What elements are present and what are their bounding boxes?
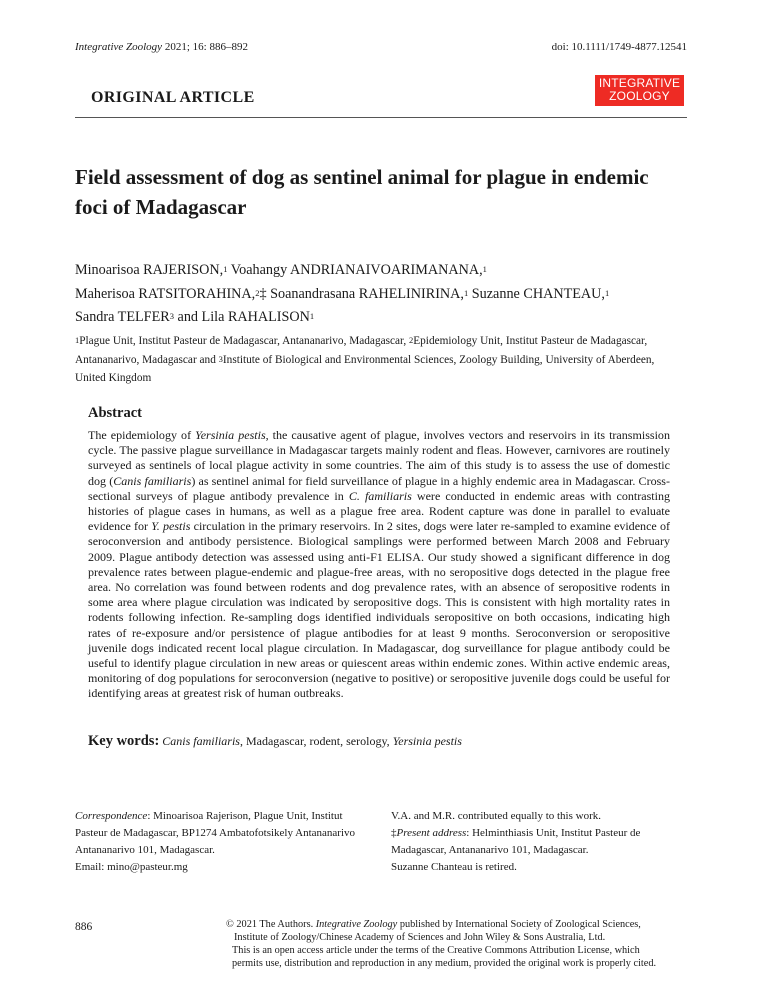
present-address-label: Present address [396,827,467,839]
abstract-text: , the causative agent of plague, involves vectors and reservoirs in its transmission cycle. The passive plague surveillance in Madagascar targets mainly rodent and fleas. However, carnivores are routinely surveyed as sentinels of local plague activity in some countries. The aim of this study is to assess the use of domestic dog ( [88,428,670,488]
affiliation-marker: 3 [218,353,223,364]
correspondence-line: Pasteur de Madagascar, BP1274 Ambatofotsikely Antananarivo [75,827,356,839]
copyright-text: Institute of Zoology/Chinese Academy of Sciences and John Wiley & Sons Australia, Ltd. [234,931,606,943]
author: Minoarisoa RAJERISON, [75,262,224,278]
affiliation-marker: 1 [463,287,469,298]
author: Sandra TELFER [75,309,170,325]
affiliation-marker: 2 [409,335,414,345]
species-name: Yersinia pestis [195,428,266,442]
species-name: Canis familiaris [113,473,192,488]
running-header-citation [75,41,248,53]
note-line: Madagascar, Antananarivo 101, Madagascar. [391,844,589,856]
journal-name: Integrative Zoology [75,41,163,53]
affiliation-marker: 1 [309,311,315,321]
logo-line-2: ZOOLOGY [609,89,670,103]
keywords [88,733,670,750]
abstract-heading: Abstract [88,405,142,421]
header-divider [75,117,687,118]
note-line: : Helminthiasis Unit, Institut Pasteur de [466,827,641,839]
author: Voahangy ANDRIANAIVOARIMANANA, [227,262,483,278]
note-line: V.A. and M.R. contributed equally to this work. [391,810,601,822]
abstract-body [88,428,670,702]
affiliation-3: Institute of Biological and Environmental Sciences, Zoology Building, University of Aberdeen, United Kingdom [75,353,655,384]
correspondence [75,808,375,876]
article-title: Field assessment of dog as sentinel animal for plague in endemic foci of Madagascar [75,165,649,219]
keywords-label: Key words: [88,733,160,749]
affiliation-marker: 1 [75,335,80,345]
license-text: This is an open access article under the terms of the Creative Commons Attribution License, which [232,945,640,956]
copyright-text: published by International Society of Zoological Sciences, [397,919,641,930]
author: and Lila RAHALISON [173,309,310,325]
affiliation-marker: 1 [223,264,228,274]
journal-logo [595,75,684,106]
species-name: C. familiaris [348,488,412,503]
affiliation-marker: 2 [255,287,260,298]
keyword: Yersinia pestis [392,734,462,748]
affiliations [75,332,687,388]
correspondence-line: : Minoarisoa Rajerison, Plague Unit, Institut [147,810,343,822]
affiliation-marker: 3 [169,311,174,321]
copyright-notice [226,919,686,944]
footnote-marker: ‡ [391,827,397,839]
affiliation-1: Plague Unit, Institut Pasteur de Madagascar, Antananarivo, Madagascar, [79,335,409,347]
author: Suzanne CHANTEAU, [468,285,605,302]
affiliation-2: Epidemiology Unit, Institut Pasteur de Madagascar, Antananarivo, Madagascar and [75,335,648,366]
citation-volume: 2021; 16: 886–892 [162,41,248,53]
article-type: ORIGINAL ARTICLE [91,89,255,106]
correspondence-label: Correspondence [75,810,148,822]
note-line: Suzanne Chanteau is retired. [391,861,517,873]
copyright-text: © 2021 The Authors. [226,919,316,930]
footnote-marker: ‡ [259,285,267,302]
journal-name: Integrative Zoology [315,919,398,930]
logo-line-1: INTEGRATIVE [598,76,681,90]
keyword: , Madagascar, rodent, serology, [239,734,393,748]
author: Soanandrasana RAHELINIRINA, [266,285,464,302]
affiliation-marker: 1 [482,264,487,274]
species-name: Y. pestis [151,519,191,534]
affiliation-marker: 1 [604,287,610,298]
author-list [75,259,690,330]
abstract-text: ) as sentinel animal for field surveillance of plague in a highly endemic area in Madagascar. Cross-sectional surveys of plague antibody prevalence in [88,473,671,503]
doi[interactable]: doi: 10.1111/1749-4877.12541 [551,41,687,53]
correspondence-line: Antananarivo 101, Madagascar. [75,844,215,856]
correspondence-email[interactable]: Email: mino@pasteur.mg [75,861,188,873]
author-notes [391,808,691,876]
keyword: Canis familiaris [162,734,240,748]
abstract-text: The epidemiology of [88,428,196,442]
page-number: 886 [75,921,93,933]
author: Maherisoa RATSITORAHINA, [75,285,256,302]
license-notice [232,945,692,970]
abstract-text: were conducted in endemic areas with contrasting histories of plague cases in humans, as well as a plague free area. Rodent capture was done in parallel to evaluate evidence for [88,488,670,534]
abstract-text: circulation in the primary reservoirs. In 2 sites, dogs were later re-sampled to examine evidence of seroconversion and antibody persistence. Biological samplings were performed between March 2008 and February 2009. Plague antibody detection was assessed using anti-F1 ELISA. Our study showed a significant difference in dog prevalence rates between plague-endemic and plague-free areas, with no seropositive dogs detected in the plague free area. No correlation was found between rodents and dog prevalence rates, with an absence of seropositive rodents in some area where plague circulation was indicated by seropositive dogs. This is consistent with high mortality rates in rodents following infection. Re-sampling dogs identified individuals seropositive on both occasions, indicating high rates of re-exposure and/or persistence of plague antibodies for at least 9 months. Seroconversion or seropositive juvenile dogs indicated recent local plague circulation. In Madagascar, dog surveillance for plague antibody could be useful to identify plague circulation in new areas or quiescent areas within endemic zones. Within active endemic areas, monitoring of dog populations for seroconversion (negative to positive) or seropositive juvenile dogs could be useful for identifying areas at greatest risk of human outbreaks. [88,519,670,701]
license-text: permits use, distribution and reproduction in any medium, provided the original work is properly cited. [232,957,657,969]
